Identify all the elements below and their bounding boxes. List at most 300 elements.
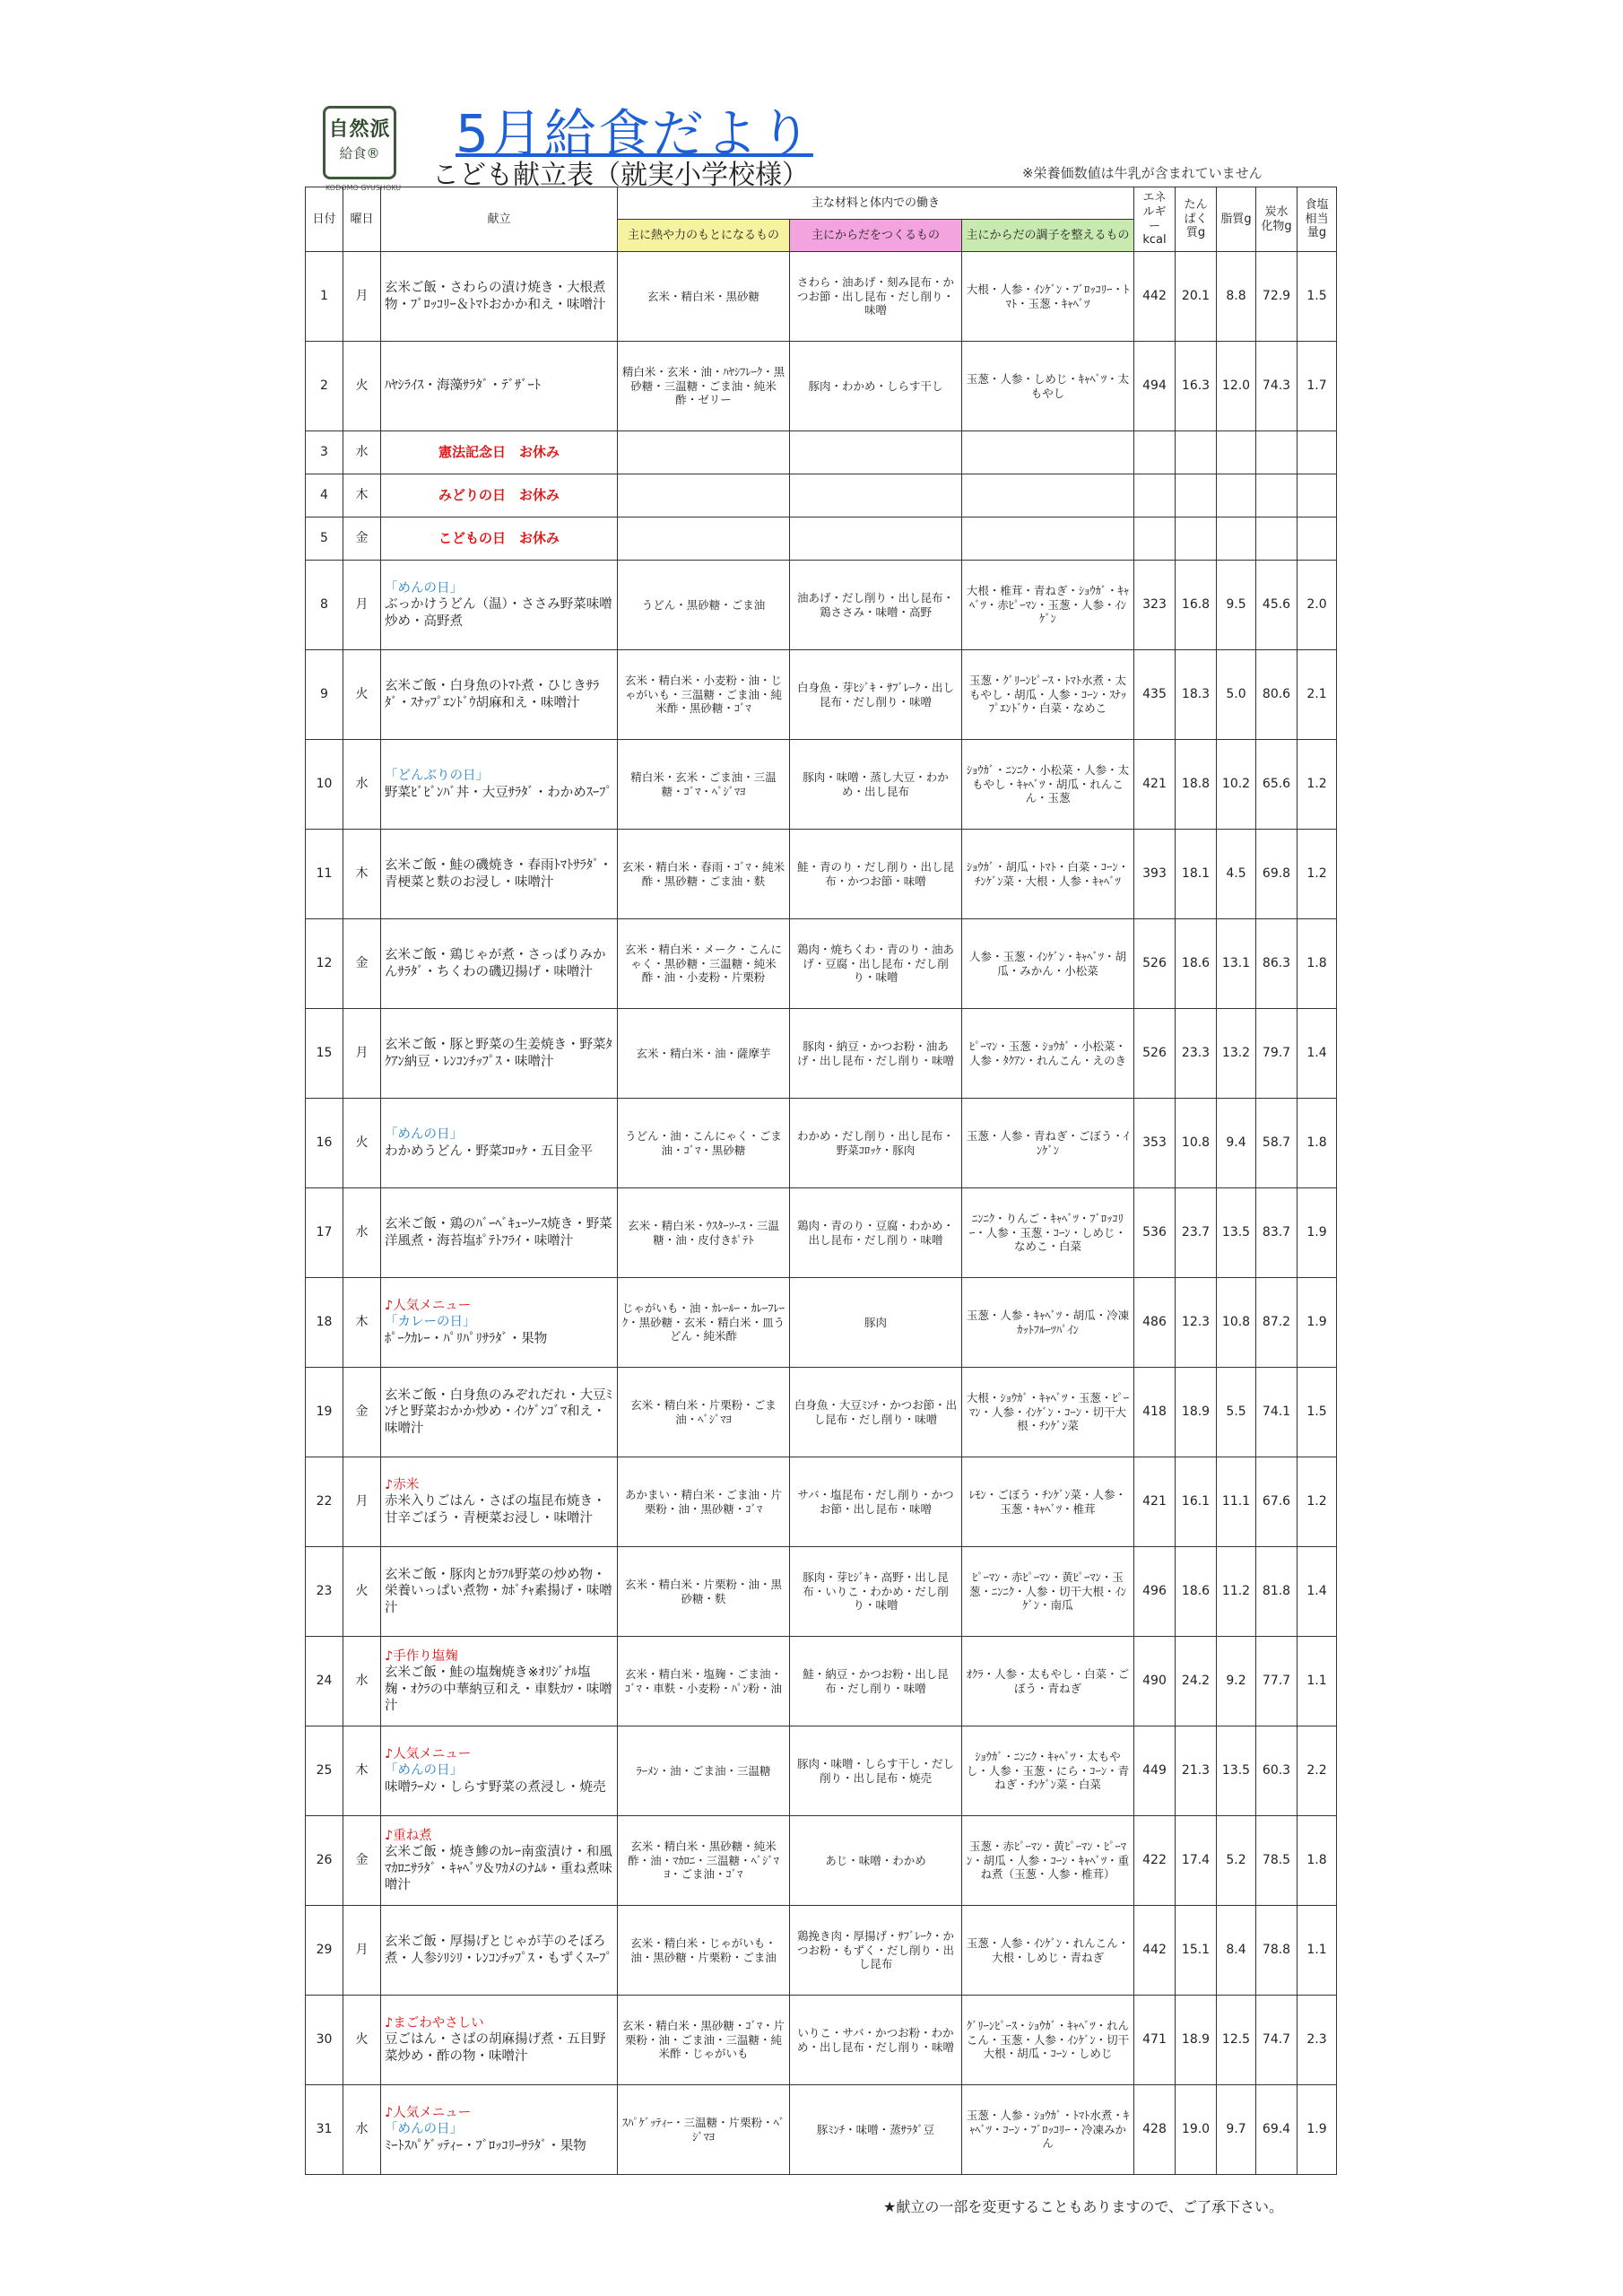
menu-tag: ♪手作り塩麹 [385, 1649, 458, 1665]
condition-foods-cell: 玉葱・人参・しめじ・ｷｬﾍﾞﾂ・太もやし [962, 342, 1134, 431]
body-foods-cell: いりこ・サバ・かつお粉・わかめ・出し昆布・だし削り・味噌 [790, 1996, 962, 2085]
energy-foods-cell: 玄米・精白米・片栗粉・ごま油・ﾍﾞｼﾞﾏﾖ [618, 1368, 790, 1457]
fat-cell: 13.2 [1217, 1009, 1256, 1099]
menu-text: ぶっかけうどん（温）・ささみ野菜味噌炒め・高野煮 [385, 597, 612, 629]
condition-foods-cell: ｼｮｳｶﾞ・ﾆﾝﾆｸ・小松菜・人参・太もやし・ｷｬﾍﾞﾂ・胡瓜・れんこん・玉葱 [962, 740, 1134, 830]
fat-cell: 11.2 [1217, 1547, 1256, 1637]
condition-foods-cell: 玉葱・赤ﾋﾟｰﾏﾝ・黄ﾋﾟｰﾏﾝ・ﾋﾟｰﾏﾝ・胡瓜・人参・ｺｰﾝ・ｷｬﾍﾞﾂ・重ね煮（玉葱・人参・椎茸） [962, 1816, 1134, 1906]
body-foods-cell: 油あげ・だし削り・出し昆布・鶏ささみ・味噌・高野 [790, 561, 962, 650]
salt-cell: 1.2 [1298, 740, 1337, 830]
page-subtitle: こども献立表（就実小学校様） [432, 160, 809, 191]
menu-table-body [306, 252, 1337, 2175]
header-date: 日付 [306, 187, 343, 252]
condition-foods-cell: ﾚﾓﾝ・ごぼう・ﾁﾝｹﾞﾝ菜・人参・玉葱・ｷｬﾍﾞﾂ・椎茸 [962, 1457, 1134, 1547]
table-row [306, 342, 1337, 431]
day-cell: 月 [343, 561, 381, 650]
menu-cell [381, 1009, 618, 1099]
protein-cell: 23.3 [1176, 1009, 1217, 1099]
menu-cell [381, 1996, 618, 2085]
salt-cell: 2.0 [1298, 561, 1337, 650]
menu-cell [381, 650, 618, 740]
empty-cell [618, 431, 790, 474]
condition-foods-cell: 玉葱・ｸﾞﾘｰﾝﾋﾟｰｽ・ﾄﾏﾄ水煮・太もやし・胡瓜・人参・ｺｰﾝ・ｽﾅｯﾌﾟｴﾝﾄﾞｳ・白菜・なめこ [962, 650, 1134, 740]
energy-foods-cell: あかまい・精白米・ごま油・片栗粉・油・黒砂糖・ｺﾞﾏ [618, 1457, 790, 1547]
fat-cell: 9.2 [1217, 1637, 1256, 1726]
date-cell: 2 [306, 342, 343, 431]
salt-cell: 1.7 [1298, 342, 1337, 431]
salt-cell: 1.8 [1298, 1816, 1337, 1906]
energy-foods-cell: ｽﾊﾟｹﾞｯﾃｨｰ・三温糖・片栗粉・ﾍﾞｼﾞﾏﾖ [618, 2085, 790, 2175]
table-row [306, 2085, 1337, 2175]
kcal-cell: 422 [1134, 1816, 1176, 1906]
menu-table [305, 187, 1337, 2175]
date-cell: 17 [306, 1188, 343, 1278]
table-row [306, 1726, 1337, 1816]
protein-cell: 19.0 [1176, 2085, 1217, 2175]
protein-cell: 21.3 [1176, 1726, 1217, 1816]
table-row [306, 1816, 1337, 1906]
date-cell: 9 [306, 650, 343, 740]
condition-foods-cell: 大根・人参・ｲﾝｹﾞﾝ・ﾌﾞﾛｯｺﾘｰ・ﾄﾏﾄ・玉葱・ｷｬﾍﾞﾂ [962, 252, 1134, 342]
salt-cell: 1.1 [1298, 1637, 1337, 1726]
table-row [306, 1457, 1337, 1547]
salt-cell: 1.8 [1298, 919, 1337, 1009]
menu-cell [381, 1816, 618, 1906]
day-cell: 木 [343, 1278, 381, 1368]
protein-cell: 10.8 [1176, 1099, 1217, 1188]
condition-foods-cell: ﾆﾝﾆｸ・りんご・ｷｬﾍﾞﾂ・ﾌﾞﾛｯｺﾘｰ・人参・玉葱・ｺｰﾝ・しめじ・なめこ・白菜 [962, 1188, 1134, 1278]
body-foods-cell: 豚肉・わかめ・しらす干し [790, 342, 962, 431]
condition-foods-cell: ｵｸﾗ・人参・太もやし・白菜・ごぼう・青ねぎ [962, 1637, 1134, 1726]
body-foods-cell: 白身魚・大豆ﾐﾝﾁ・かつお節・出し昆布・だし削り・味噌 [790, 1368, 962, 1457]
date-cell: 25 [306, 1726, 343, 1816]
table-row [306, 252, 1337, 342]
energy-foods-cell: 玄米・精白米・黒砂糖・純米酢・油・ﾏｶﾛﾆ・三温糖・ﾍﾞｼﾞﾏﾖ・ごま油・ｺﾞﾏ [618, 1816, 790, 1906]
menu-text: ﾊﾔｼﾗｲｽ・海藻ｻﾗﾀﾞ・ﾃﾞｻﾞｰﾄ [385, 378, 541, 394]
menu-cell [381, 1099, 618, 1188]
empty-cell [1176, 474, 1217, 517]
carb-cell: 72.9 [1256, 252, 1298, 342]
fat-cell: 9.4 [1217, 1099, 1256, 1188]
table-row [306, 740, 1337, 830]
day-cell: 火 [343, 1099, 381, 1188]
menu-cell [381, 561, 618, 650]
carb-cell: 80.6 [1256, 650, 1298, 740]
day-cell: 水 [343, 431, 381, 474]
fat-cell: 4.5 [1217, 830, 1256, 919]
day-cell: 水 [343, 740, 381, 830]
menu-text: 玄米ご飯・焼き鯵のｶﾚｰ南蛮漬け・和風ﾏｶﾛﾆｻﾗﾀﾞ・ｷｬﾍﾞﾂ＆ﾜｶﾒのﾅﾑﾙ・重ね煮味噌汁 [385, 1845, 612, 1892]
carb-cell: 65.6 [1256, 740, 1298, 830]
kcal-cell: 393 [1134, 830, 1176, 919]
menu-tag: 「めんの日」 [385, 1763, 463, 1779]
fat-cell: 8.4 [1217, 1906, 1256, 1996]
header-energy: エネルギーkcal [1134, 187, 1176, 252]
fat-cell: 5.2 [1217, 1816, 1256, 1906]
table-row [306, 1009, 1337, 1099]
date-cell: 31 [306, 2085, 343, 2175]
kcal-cell: 449 [1134, 1726, 1176, 1816]
menu-text: 玄米ご飯・さわらの漬け焼き・大根煮物・ﾌﾞﾛｯｺﾘｰ＆ﾄﾏﾄおかか和え・味噌汁 [385, 281, 606, 312]
fat-cell: 8.8 [1217, 252, 1256, 342]
fat-cell: 13.5 [1217, 1188, 1256, 1278]
menu-tag: ♪人気メニュー [385, 1299, 472, 1314]
body-foods-cell: 豚肉 [790, 1278, 962, 1368]
header-carb: 炭水化物g [1256, 187, 1298, 252]
protein-cell: 18.9 [1176, 1368, 1217, 1457]
holiday-cell: こどもの日 お休み [381, 517, 618, 561]
body-foods-cell: わかめ・だし削り・出し昆布・野菜ｺﾛｯｹ・豚肉 [790, 1099, 962, 1188]
energy-foods-cell: 精白米・玄米・ごま油・三温糖・ｺﾞﾏ・ﾍﾞｼﾞﾏﾖ [618, 740, 790, 830]
menu-tag: ♪人気メニュー [385, 2106, 472, 2121]
kcal-cell: 471 [1134, 1996, 1176, 2085]
energy-foods-cell: 玄米・精白米・ｳｽﾀｰｿｰｽ・三温糖・油・皮付きﾎﾟﾃﾄ [618, 1188, 790, 1278]
salt-cell: 1.4 [1298, 1009, 1337, 1099]
kcal-cell: 421 [1134, 740, 1176, 830]
footer-note: ★献立の一部を変更することもありますので、ご了承下さい。 [883, 2198, 1284, 2215]
day-cell: 金 [343, 919, 381, 1009]
menu-tag: 「めんの日」 [385, 581, 463, 596]
protein-cell: 15.1 [1176, 1906, 1217, 1996]
salt-cell: 1.8 [1298, 1099, 1337, 1188]
nutrition-note: ※栄養価数値は牛乳が含まれていません [1022, 165, 1263, 181]
kcal-cell: 526 [1134, 1009, 1176, 1099]
day-cell: 火 [343, 650, 381, 740]
fat-cell: 11.1 [1217, 1457, 1256, 1547]
menu-text: ﾎﾟｰｸｶﾚｰ・ﾊﾟﾘﾊﾟﾘｻﾗﾀﾞ・果物 [385, 1331, 548, 1346]
carb-cell: 69.8 [1256, 830, 1298, 919]
menu-cell [381, 252, 618, 342]
menu-text: ﾐｰﾄｽﾊﾟｹﾞｯﾃｨｰ・ﾌﾞﾛｯｺﾘｰｻﾗﾀﾞ・果物 [385, 2138, 586, 2153]
menu-text: わかめうどん・野菜ｺﾛｯｹ・五目金平 [385, 1144, 593, 1159]
empty-cell [790, 431, 962, 474]
condition-foods-cell: ｼｮｳｶﾞ・胡瓜・ﾄﾏﾄ・白菜・ｺｰﾝ・ﾁﾝｹﾞﾝ菜・大根・人参・ｷｬﾍﾞﾂ [962, 830, 1134, 919]
table-row [306, 517, 1337, 561]
day-cell: 月 [343, 1457, 381, 1547]
header-ingredients-group: 主な材料と体内での働き [618, 187, 1134, 220]
header-menu: 献立 [381, 187, 618, 252]
carb-cell: 81.8 [1256, 1547, 1298, 1637]
date-cell: 19 [306, 1368, 343, 1457]
date-cell: 8 [306, 561, 343, 650]
menu-cell [381, 1637, 618, 1726]
body-foods-cell: 豚肉・味噌・蒸し大豆・わかめ・出し昆布 [790, 740, 962, 830]
fat-cell: 13.5 [1217, 1726, 1256, 1816]
table-row [306, 1368, 1337, 1457]
kcal-cell: 442 [1134, 1906, 1176, 1996]
date-cell: 29 [306, 1906, 343, 1996]
menu-text: 玄米ご飯・鮭の塩麹焼き※ｵﾘｼﾞﾅﾙ塩麹・ｵｸﾗの中華納豆和え・車麩ｶﾂ・味噌汁 [385, 1665, 612, 1713]
condition-foods-cell: 人参・玉葱・ｲﾝｹﾞﾝ・ｷｬﾍﾞﾂ・胡瓜・みかん・小松菜 [962, 919, 1134, 1009]
salt-cell: 1.4 [1298, 1547, 1337, 1637]
date-cell: 10 [306, 740, 343, 830]
energy-foods-cell: 玄米・精白米・黒砂糖 [618, 252, 790, 342]
empty-cell [1217, 474, 1256, 517]
empty-cell [1256, 474, 1298, 517]
day-cell: 金 [343, 1816, 381, 1906]
energy-foods-cell: じゃがいも・油・ｶﾚｰﾙｰ・ｶﾚｰﾌﾚｰｸ・黒砂糖・玄米・精白米・皿うどん・純米酢 [618, 1278, 790, 1368]
carb-cell: 74.1 [1256, 1368, 1298, 1457]
empty-cell [790, 474, 962, 517]
kcal-cell: 494 [1134, 342, 1176, 431]
empty-cell [1134, 517, 1176, 561]
date-cell: 1 [306, 252, 343, 342]
empty-cell [1134, 474, 1176, 517]
energy-foods-cell: 玄米・精白米・片栗粉・油・黒砂糖・麩 [618, 1547, 790, 1637]
condition-foods-cell: 大根・椎茸・青ねぎ・ｼｮｳｶﾞ・ｷｬﾍﾞﾂ・赤ﾋﾟｰﾏﾝ・玉葱・人参・ｲﾝｹﾞﾝ [962, 561, 1134, 650]
date-cell: 3 [306, 431, 343, 474]
carb-cell: 86.3 [1256, 919, 1298, 1009]
empty-cell [1298, 474, 1337, 517]
protein-cell: 18.1 [1176, 830, 1217, 919]
salt-cell: 1.9 [1298, 1188, 1337, 1278]
condition-foods-cell: ﾋﾟｰﾏﾝ・赤ﾋﾟｰﾏﾝ・黄ﾋﾟｰﾏﾝ・玉葱・ﾆﾝﾆｸ・人参・切干大根・ｲﾝｹﾞﾝ・南瓜 [962, 1547, 1134, 1637]
menu-text: 野菜ﾋﾞﾋﾞﾝﾊﾞ丼・大豆ｻﾗﾀﾞ・わかめｽｰﾌﾟ [385, 785, 612, 800]
day-cell: 火 [343, 1547, 381, 1637]
condition-foods-cell: ｸﾞﾘｰﾝﾋﾟｰｽ・ｼｮｳｶﾞ・ｷｬﾍﾞﾂ・れんこん・玉葱・人参・ｲﾝｹﾞﾝ・切干大根・胡瓜・ｺｰﾝ・しめじ [962, 1996, 1134, 2085]
empty-cell [1256, 517, 1298, 561]
empty-cell [962, 517, 1134, 561]
header-salt: 食塩相当量g [1298, 187, 1337, 252]
carb-cell: 60.3 [1256, 1726, 1298, 1816]
table-row [306, 431, 1337, 474]
day-cell: 金 [343, 1368, 381, 1457]
body-foods-cell: さわら・油あげ・刻み昆布・かつお節・出し昆布・だし削り・味噌 [790, 252, 962, 342]
condition-foods-cell: ﾋﾟｰﾏﾝ・玉葱・ｼｮｳｶﾞ・小松菜・人参・ﾀｸｱﾝ・れんこん・えのき [962, 1009, 1134, 1099]
kcal-cell: 421 [1134, 1457, 1176, 1547]
day-cell: 月 [343, 1906, 381, 1996]
kcal-cell: 323 [1134, 561, 1176, 650]
date-cell: 30 [306, 1996, 343, 2085]
condition-foods-cell: 大根・ｼｮｳｶﾞ・ｷｬﾍﾞﾂ・玉葱・ﾋﾟｰﾏﾝ・人参・ｲﾝｹﾞﾝ・ｺｰﾝ・切干大根・ﾁﾝｹﾞﾝ菜 [962, 1368, 1134, 1457]
menu-tag: ♪人気メニュー [385, 1747, 472, 1762]
salt-cell: 1.5 [1298, 252, 1337, 342]
holiday-cell: みどりの日 お休み [381, 474, 618, 517]
day-cell: 火 [343, 342, 381, 431]
empty-cell [1176, 431, 1217, 474]
empty-cell [790, 517, 962, 561]
protein-cell: 18.6 [1176, 1547, 1217, 1637]
body-foods-cell: 鶏肉・焼ちくわ・青のり・油あげ・豆腐・出し昆布・だし削り・味噌 [790, 919, 962, 1009]
kcal-cell: 428 [1134, 2085, 1176, 2175]
menu-text: 玄米ご飯・鶏じゃが煮・さっぱりみかんｻﾗﾀﾞ・ちくわの磯辺揚げ・味噌汁 [385, 948, 606, 979]
menu-text: 玄米ご飯・豚肉とｶﾗﾌﾙ野菜の炒め物・栄養いっぱい煮物・ｶﾎﾞﾁｬ素揚げ・味噌汁 [385, 1568, 612, 1615]
body-foods-cell: 鶏肉・青のり・豆腐・わかめ・出し昆布・だし削り・味噌 [790, 1188, 962, 1278]
menu-tag: ♪まごわやさしい [385, 2016, 484, 2031]
date-cell: 18 [306, 1278, 343, 1368]
header-body-foods: 主にからだをつくるもの [790, 220, 962, 252]
fat-cell: 13.1 [1217, 919, 1256, 1009]
holiday-cell: 憲法記念日 お休み [381, 431, 618, 474]
carb-cell: 74.7 [1256, 1996, 1298, 2085]
day-cell: 月 [343, 252, 381, 342]
kcal-cell: 442 [1134, 252, 1176, 342]
page-title: 5月給食だより [456, 103, 813, 164]
protein-cell: 16.1 [1176, 1457, 1217, 1547]
fat-cell: 5.5 [1217, 1368, 1256, 1457]
header-day: 曜日 [343, 187, 381, 252]
condition-foods-cell: 玉葱・人参・ｷｬﾍﾞﾂ・胡瓜・冷凍ｶｯﾄﾌﾙｰﾂﾊﾟｲﾝ [962, 1278, 1134, 1368]
menu-cell [381, 2085, 618, 2175]
body-foods-cell: 豚ﾐﾝﾁ・味噌・蒸ｻﾗﾀﾞ豆 [790, 2085, 962, 2175]
header-energy-foods: 主に熱や力のもとになるもの [618, 220, 790, 252]
protein-cell: 20.1 [1176, 252, 1217, 342]
kcal-cell: 418 [1134, 1368, 1176, 1457]
date-cell: 15 [306, 1009, 343, 1099]
menu-cell [381, 1188, 618, 1278]
fat-cell: 9.5 [1217, 561, 1256, 650]
body-foods-cell: 白身魚・芽ﾋｼﾞｷ・ｻﾌﾞﾚｰｸ・出し昆布・だし削り・味噌 [790, 650, 962, 740]
menu-cell [381, 1906, 618, 1996]
protein-cell: 18.9 [1176, 1996, 1217, 2085]
energy-foods-cell: うどん・油・こんにゃく・ごま油・ｺﾞﾏ・黒砂糖 [618, 1099, 790, 1188]
date-cell: 24 [306, 1637, 343, 1726]
brand-logo [323, 106, 402, 192]
fat-cell: 5.0 [1217, 650, 1256, 740]
salt-cell: 1.9 [1298, 2085, 1337, 2175]
date-cell: 4 [306, 474, 343, 517]
empty-cell [1134, 431, 1176, 474]
table-row [306, 1637, 1337, 1726]
logo-line2: 給食® [339, 145, 380, 161]
protein-cell: 18.3 [1176, 650, 1217, 740]
table-row [306, 1906, 1337, 1996]
energy-foods-cell: 玄米・精白米・じゃがいも・油・黒砂糖・片栗粉・ごま油 [618, 1906, 790, 1996]
table-row [306, 1996, 1337, 2085]
menu-tag: 「どんぶりの日」 [385, 769, 489, 784]
fat-cell: 10.8 [1217, 1278, 1256, 1368]
salt-cell: 2.1 [1298, 650, 1337, 740]
empty-cell [618, 517, 790, 561]
protein-cell: 17.4 [1176, 1816, 1217, 1906]
menu-text: 玄米ご飯・厚揚げとじゃが芋のそぼろ煮・人参ｼﾘｼﾘ・ﾚﾝｺﾝﾁｯﾌﾟｽ・もずくｽｰﾌﾟ [385, 1935, 612, 1966]
salt-cell: 1.2 [1298, 1457, 1337, 1547]
empty-cell [1256, 431, 1298, 474]
empty-cell [1298, 517, 1337, 561]
body-foods-cell: サバ・塩昆布・だし削り・かつお節・出し昆布・味噌 [790, 1457, 962, 1547]
day-cell: 水 [343, 1188, 381, 1278]
fat-cell: 12.0 [1217, 342, 1256, 431]
empty-cell [1298, 431, 1337, 474]
body-foods-cell: あじ・味噌・わかめ [790, 1816, 962, 1906]
table-row [306, 1099, 1337, 1188]
salt-cell: 2.3 [1298, 1996, 1337, 2085]
table-row [306, 1547, 1337, 1637]
protein-cell: 16.3 [1176, 342, 1217, 431]
date-cell: 22 [306, 1457, 343, 1547]
menu-cell [381, 1726, 618, 1816]
condition-foods-cell: 玉葱・人参・青ねぎ・ごぼう・ｲﾝｹﾞﾝ [962, 1099, 1134, 1188]
empty-cell [1217, 517, 1256, 561]
kcal-cell: 490 [1134, 1637, 1176, 1726]
date-cell: 5 [306, 517, 343, 561]
table-row [306, 650, 1337, 740]
header-protein: たんぱく質g [1176, 187, 1217, 252]
logo-line1: 自然派 [328, 118, 391, 141]
menu-cell [381, 919, 618, 1009]
protein-cell: 24.2 [1176, 1637, 1217, 1726]
salt-cell: 1.9 [1298, 1278, 1337, 1368]
date-cell: 23 [306, 1547, 343, 1637]
energy-foods-cell: 玄米・精白米・塩麹・ごま油・ｺﾞﾏ・車麩・小麦粉・ﾊﾟﾝ粉・油 [618, 1637, 790, 1726]
empty-cell [618, 474, 790, 517]
table-row [306, 561, 1337, 650]
table-row [306, 1188, 1337, 1278]
menu-tag: 「カレーの日」 [385, 1315, 476, 1330]
energy-foods-cell: 精白米・玄米・油・ﾊﾔｼﾌﾚｰｸ・黒砂糖・三温糖・ごま油・純米酢・ゼリー [618, 342, 790, 431]
protein-cell: 16.8 [1176, 561, 1217, 650]
day-cell: 水 [343, 1637, 381, 1726]
date-cell: 12 [306, 919, 343, 1009]
energy-foods-cell: うどん・黒砂糖・ごま油 [618, 561, 790, 650]
menu-text: 玄米ご飯・豚と野菜の生姜焼き・野菜ﾀｸｱﾝ納豆・ﾚﾝｺﾝﾁｯﾌﾟｽ・味噌汁 [385, 1038, 612, 1069]
day-cell: 金 [343, 517, 381, 561]
salt-cell: 1.2 [1298, 830, 1337, 919]
carb-cell: 67.6 [1256, 1457, 1298, 1547]
menu-cell [381, 1368, 618, 1457]
protein-cell: 18.8 [1176, 740, 1217, 830]
body-foods-cell: 豚肉・芽ﾋｼﾞｷ・高野・出し昆布・いりこ・わかめ・だし削り・味噌 [790, 1547, 962, 1637]
carb-cell: 58.7 [1256, 1099, 1298, 1188]
body-foods-cell: 鮭・納豆・かつお粉・出し昆布・だし削り・味噌 [790, 1637, 962, 1726]
energy-foods-cell: 玄米・精白米・春雨・ｺﾞﾏ・純米酢・黒砂糖・ごま油・麩 [618, 830, 790, 919]
menu-tag: ♪赤米 [385, 1478, 420, 1493]
menu-text: 豆ごはん・さばの胡麻揚げ煮・五目野菜炒め・酢の物・味噌汁 [385, 2032, 606, 2064]
body-foods-cell: 鶏挽き肉・厚揚げ・ｻﾌﾞﾚｰｸ・かつお粉・もずく・だし削り・出し昆布 [790, 1906, 962, 1996]
carb-cell: 74.3 [1256, 342, 1298, 431]
condition-foods-cell: 玉葱・人参・ｲﾝｹﾞﾝ・れんこん・大根・しめじ・青ねぎ [962, 1906, 1134, 1996]
menu-tag: 「めんの日」 [385, 1127, 463, 1143]
menu-cell [381, 1547, 618, 1637]
menu-text: 玄米ご飯・鮭の磯焼き・春雨ﾄﾏﾄｻﾗﾀﾞ・青梗菜と麩のお浸し・味噌汁 [385, 858, 612, 890]
empty-cell [1176, 517, 1217, 561]
menu-text: 玄米ご飯・鶏のﾊﾞｰﾍﾞｷｭｰｿｰｽ焼き・野菜洋風煮・海苔塩ﾎﾟﾃﾄﾌﾗｲ・味噌汁 [385, 1217, 612, 1248]
day-cell: 水 [343, 2085, 381, 2175]
carb-cell: 87.2 [1256, 1278, 1298, 1368]
kcal-cell: 526 [1134, 919, 1176, 1009]
carb-cell: 78.5 [1256, 1816, 1298, 1906]
carb-cell: 45.6 [1256, 561, 1298, 650]
kcal-cell: 353 [1134, 1099, 1176, 1188]
energy-foods-cell: ﾗｰﾒﾝ・油・ごま油・三温糖 [618, 1726, 790, 1816]
date-cell: 16 [306, 1099, 343, 1188]
header-condition-foods: 主にからだの調子を整えるもの [962, 220, 1134, 252]
header-fat: 脂質g [1217, 187, 1256, 252]
fat-cell: 10.2 [1217, 740, 1256, 830]
table-row [306, 1278, 1337, 1368]
salt-cell: 2.2 [1298, 1726, 1337, 1816]
salt-cell: 1.1 [1298, 1906, 1337, 1996]
day-cell: 木 [343, 830, 381, 919]
fat-cell: 9.7 [1217, 2085, 1256, 2175]
fat-cell: 12.5 [1217, 1996, 1256, 2085]
table-row [306, 919, 1337, 1009]
table-row [306, 830, 1337, 919]
carb-cell: 78.8 [1256, 1906, 1298, 1996]
protein-cell: 12.3 [1176, 1278, 1217, 1368]
carb-cell: 69.4 [1256, 2085, 1298, 2175]
menu-cell [381, 740, 618, 830]
menu-cell [381, 1278, 618, 1368]
table-row [306, 474, 1337, 517]
day-cell: 木 [343, 1726, 381, 1816]
kcal-cell: 486 [1134, 1278, 1176, 1368]
menu-cell [381, 830, 618, 919]
carb-cell: 83.7 [1256, 1188, 1298, 1278]
empty-cell [1217, 431, 1256, 474]
salt-cell: 1.5 [1298, 1368, 1337, 1457]
condition-foods-cell: 玉葱・人参・ｼｮｳｶﾞ・ﾄﾏﾄ水煮・ｷｬﾍﾞﾂ・ｺｰﾝ・ﾌﾞﾛｯｺﾘｰ・冷凍みかん [962, 2085, 1134, 2175]
